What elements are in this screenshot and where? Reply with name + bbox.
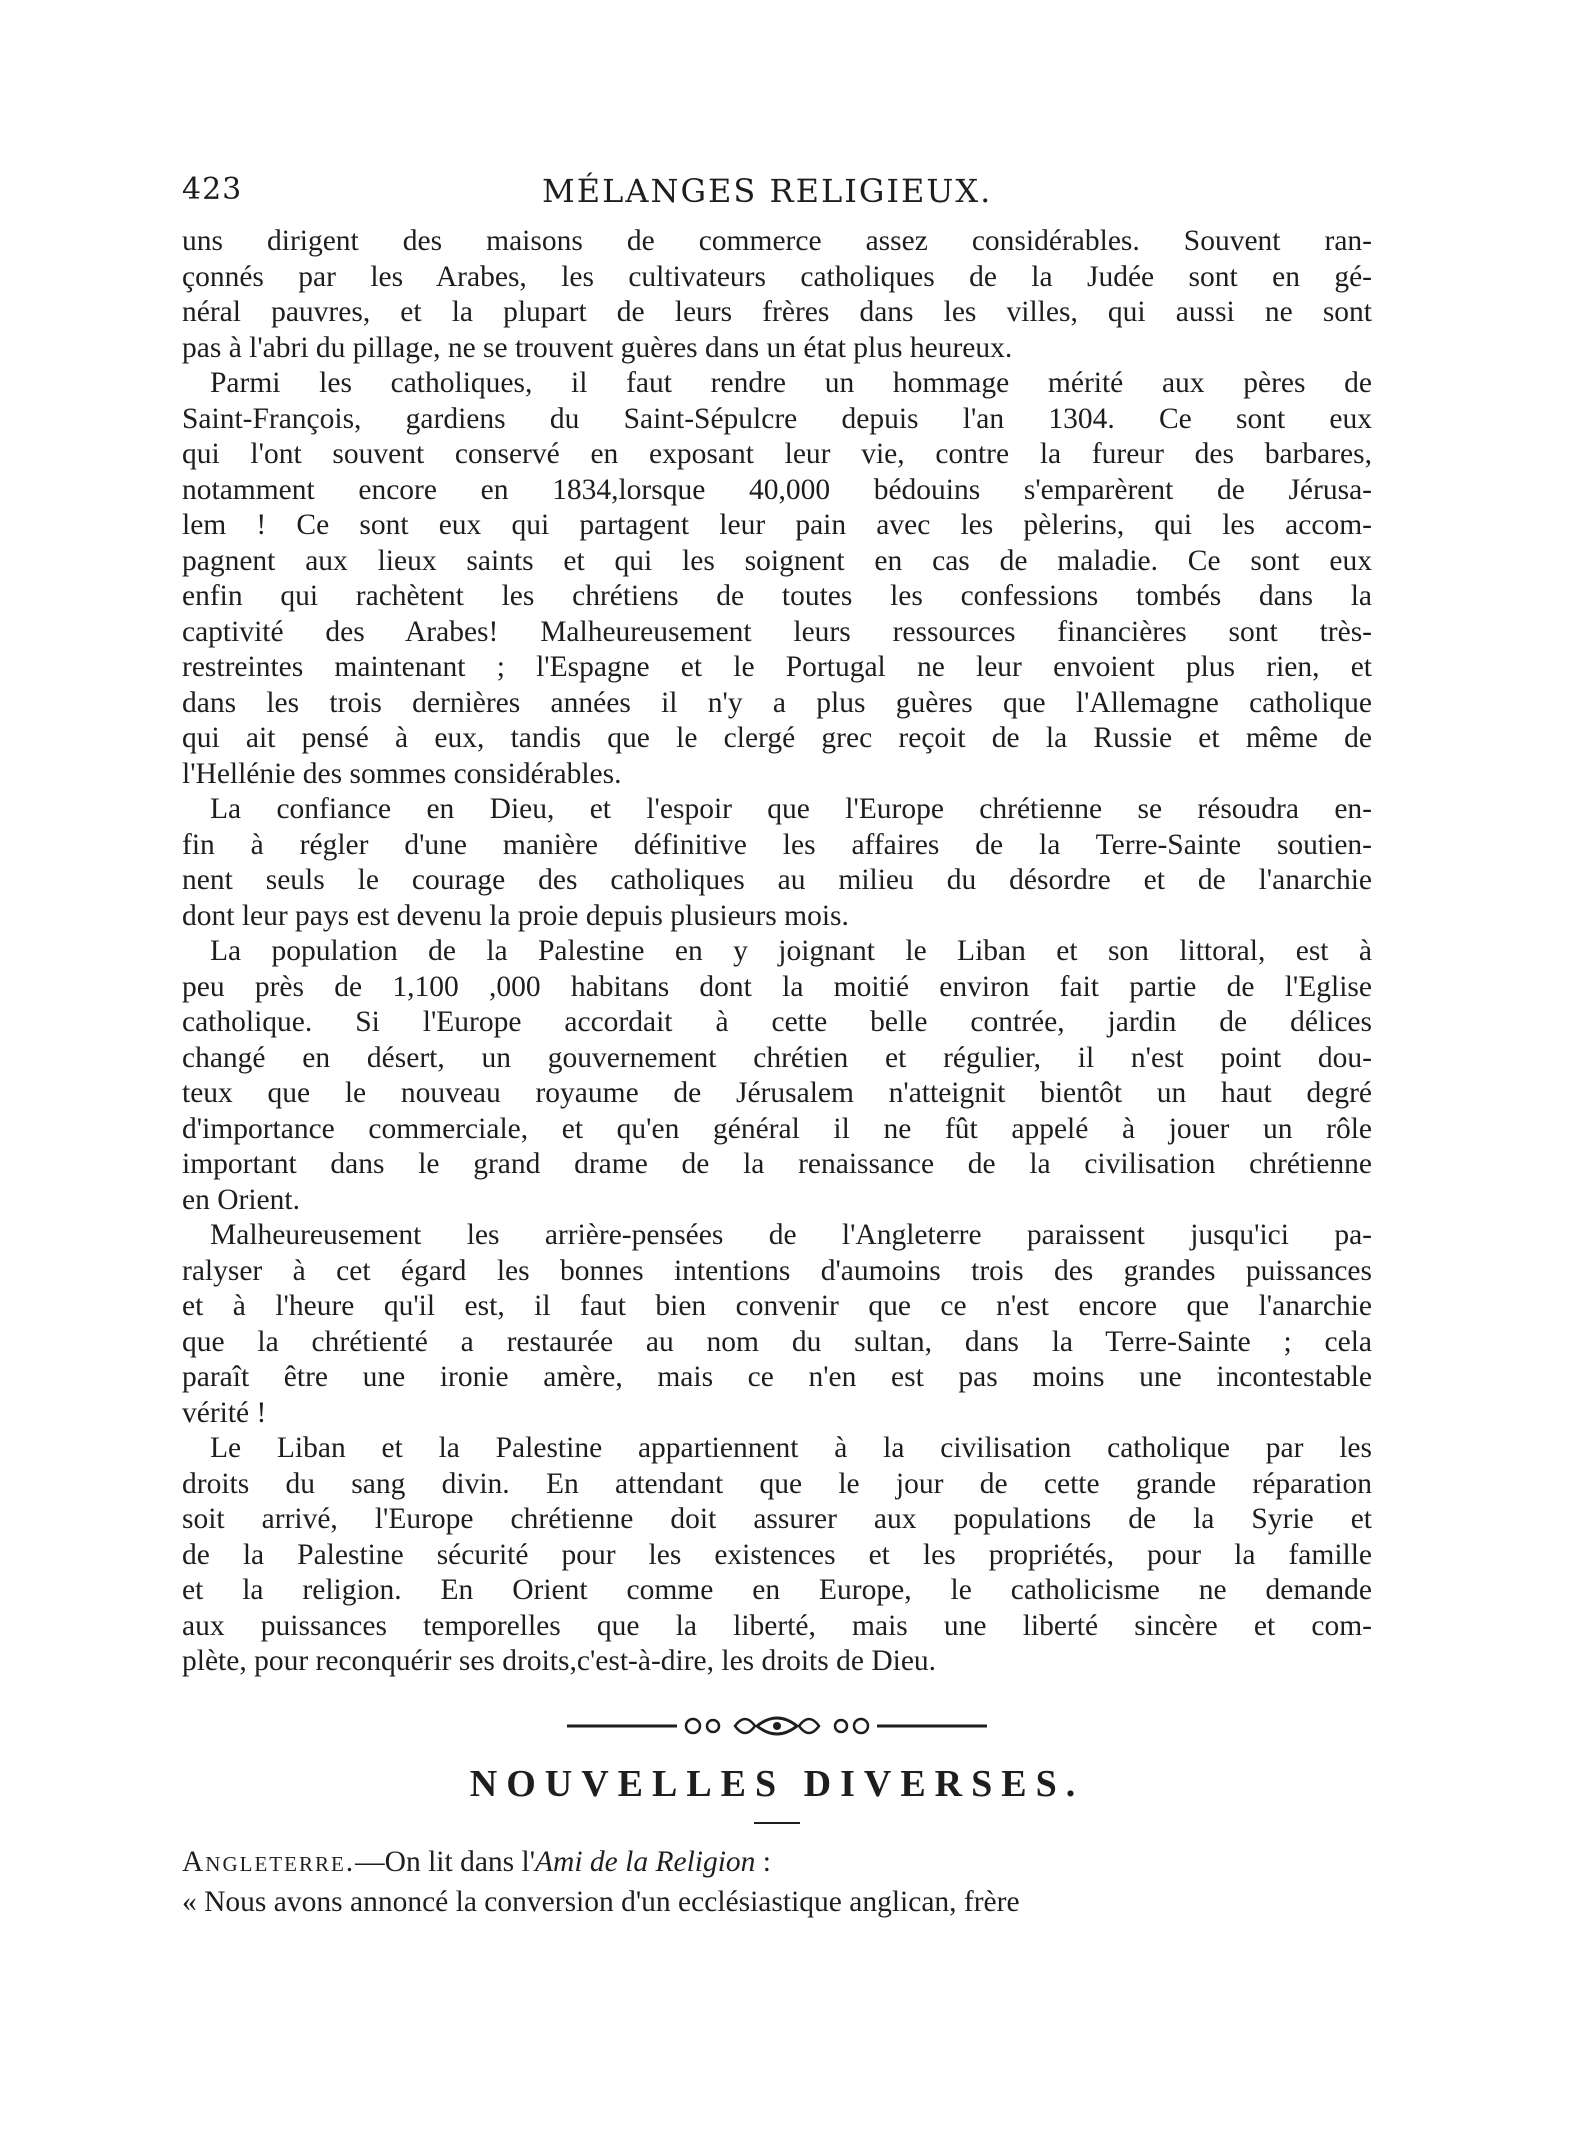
- news-intro-prefix: —On lit dans l': [355, 1845, 536, 1878]
- text-line: notamment encore en 1834,lorsque 40,000 bédouins s'emparèrent de Jérusa-: [182, 473, 1372, 506]
- text-line: uns dirigent des maisons de commerce assez considérables. Souvent ran-: [182, 225, 1372, 257]
- text-line: enfin qui rachètent les chrétiens de toutes les confessions tombés dans la: [182, 580, 1372, 612]
- text-line: fin à régler d'une manière définitive les affaires de la Terre-Sainte soutien-: [182, 828, 1372, 861]
- text-line: vérité !: [182, 1396, 267, 1429]
- text-line: La population de la Palestine en y joignant le Liban et son littoral, est à: [210, 935, 1372, 967]
- paragraph: [182, 224, 1372, 366]
- article-body: [182, 224, 1372, 1680]
- text-line: paraît être une ironie amère, mais ce n'en est pas moins une incontestable: [182, 1361, 1372, 1393]
- text-line: qui ait pensé à eux, tandis que le clergé grec reçoit de la Russie et même de: [182, 722, 1372, 754]
- text-line: lem ! Ce sont eux qui partagent leur pain avec les pèlerins, qui les accom-: [182, 509, 1372, 541]
- text-line: peu près de 1,100 ,000 habitans dont la moitié environ fait partie de l'Eglise: [182, 970, 1372, 1003]
- news-source: Ami de la Religion: [535, 1845, 756, 1878]
- text-line: droits du sang divin. En attendant que le jour de cette grande réparation: [182, 1467, 1372, 1500]
- text-line: en Orient.: [182, 1183, 300, 1216]
- news-country: Angleterre.: [182, 1845, 356, 1878]
- paragraph: [182, 366, 1372, 792]
- page-number: 423: [182, 172, 243, 207]
- text-line: et la religion. En Orient comme en Europe, le catholicisme ne demande: [182, 1574, 1372, 1606]
- news-intro-suffix: :: [755, 1845, 771, 1878]
- section-title: NOUVELLES DIVERSES.: [469, 1762, 1085, 1805]
- text-line: teux que le nouveau royaume de Jérusalem n'atteignit bientôt un haut degré: [182, 1077, 1372, 1109]
- text-line: dans les trois dernières années il n'y a plus guères que l'Allemagne catholique: [182, 686, 1372, 719]
- paragraph: [182, 792, 1372, 934]
- text-line: de la Palestine sécurité pour les existences et les propriétés, pour la famille: [182, 1538, 1372, 1571]
- paragraph: [182, 1218, 1372, 1431]
- text-line: qui l'ont souvent conservé en exposant leur vie, contre la fureur des barbares,: [182, 438, 1372, 470]
- text-line: Parmi les catholiques, il faut rendre un hommage mérité aux pères de: [210, 367, 1372, 399]
- page-header: [182, 168, 1372, 218]
- text-line: Malheureusement les arrière-pensées de l'Angleterre paraissent jusqu'ici pa-: [210, 1219, 1372, 1251]
- text-line: nent seuls le courage des catholiques au milieu du désordre et de l'anarchie: [182, 864, 1372, 896]
- text-line: soit arrivé, l'Europe chrétienne doit assurer aux populations de la Syrie et: [182, 1503, 1372, 1535]
- text-line: ralyser à cet égard les bonnes intentions d'aumoins trois des grandes puissances: [182, 1254, 1372, 1287]
- text-line: et à l'heure qu'il est, il faut bien convenir que ce n'est encore que l'anarchie: [182, 1290, 1372, 1322]
- news-intro: [182, 1842, 1372, 1882]
- text-line: important dans le grand drame de la renaissance de la civilisation chrétienne: [182, 1148, 1372, 1180]
- paragraph: [182, 934, 1372, 1218]
- text-line: changé en désert, un gouvernement chrétien et régulier, il n'est point dou-: [182, 1041, 1372, 1074]
- text-line: pagnent aux lieux saints et qui les soignent en cas de maladie. Ce sont eux: [182, 544, 1372, 577]
- ornamental-divider-icon: [567, 1708, 987, 1744]
- section-rule: [754, 1822, 800, 1824]
- news-quote-line: « Nous avons annoncé la conversion d'un ecclésiastique anglican, frère: [182, 1885, 1020, 1918]
- paragraph: [182, 1431, 1372, 1680]
- text-line: La confiance en Dieu, et l'espoir que l'Europe chrétienne se résoudra en-: [210, 793, 1372, 825]
- page: [182, 168, 1372, 1922]
- text-line: néral pauvres, et la plupart de leurs frères dans les villes, qui aussi ne sont: [182, 296, 1372, 328]
- text-line: pas à l'abri du pillage, ne se trouvent guères dans un état plus heureux.: [182, 331, 1013, 364]
- text-line: Saint-François, gardiens du Saint-Sépulcre depuis l'an 1304. Ce sont eux: [182, 402, 1372, 435]
- text-line: dont leur pays est devenu la proie depuis plusieurs mois.: [182, 899, 849, 932]
- running-title: MÉLANGES RELIGIEUX.: [542, 172, 993, 210]
- text-line: Le Liban et la Palestine appartiennent à la civilisation catholique par les: [210, 1432, 1372, 1464]
- text-line: restreintes maintenant ; l'Espagne et le Portugal ne leur envoient plus rien, et: [182, 651, 1372, 683]
- text-line: plète, pour reconquérir ses droits,c'est-à-dire, les droits de Dieu.: [182, 1645, 937, 1677]
- text-line: captivité des Arabes! Malheureusement leurs ressources financières sont très-: [182, 615, 1372, 648]
- text-line: aux puissances temporelles que la liberté, mais une liberté sincère et com-: [182, 1609, 1372, 1642]
- text-line: catholique. Si l'Europe accordait à cette belle contrée, jardin de délices: [182, 1006, 1372, 1038]
- text-line: l'Hellénie des sommes considérables.: [182, 757, 622, 790]
- text-line: que la chrétienté a restaurée au nom du sultan, dans la Terre-Sainte ; cela: [182, 1325, 1372, 1358]
- text-line: d'importance commerciale, et qu'en général il ne fût appelé à jouer un rôle: [182, 1112, 1372, 1145]
- text-line: çonnés par les Arabes, les cultivateurs catholiques de la Judée sont en gé-: [182, 260, 1372, 293]
